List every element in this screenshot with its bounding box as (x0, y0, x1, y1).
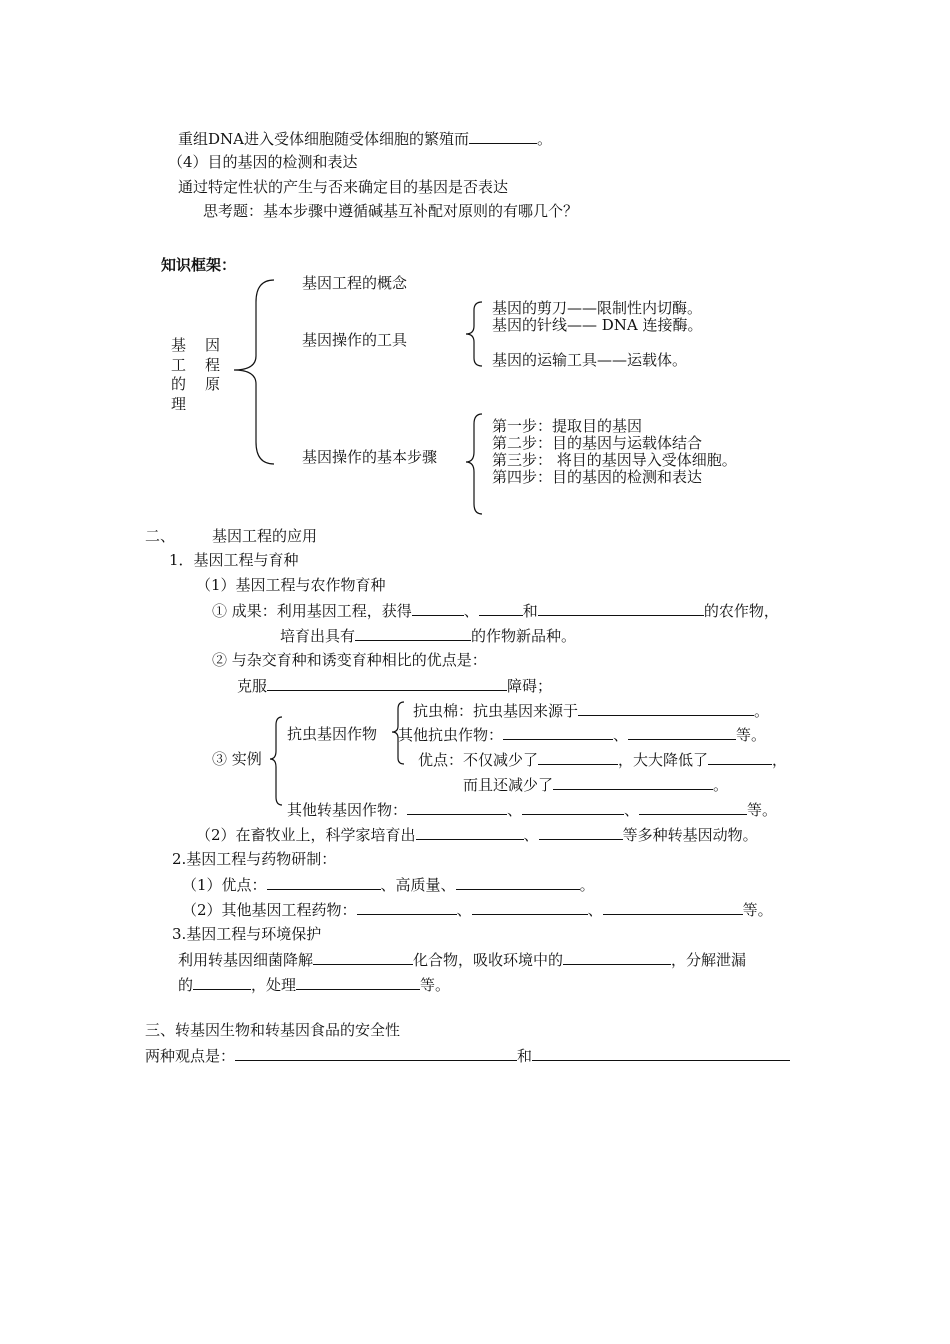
sub-heading: 3.基因工程与环境保护 (172, 925, 322, 943)
step-item: 第一步：提取目的基因 (492, 417, 643, 435)
other-insect-line: 其他抗虫作物： 、 等。 (398, 726, 767, 744)
insect-resistant-label: 抗虫基因作物 (287, 725, 378, 743)
root-char: 工 (171, 356, 187, 374)
blank[interactable] (539, 825, 623, 840)
advantage-question: ② 与杂交育种和诱变育种相比的优点是： (212, 651, 487, 669)
blank[interactable] (708, 750, 772, 765)
result-line-2: 培育出具有 的作物新品种。 (280, 627, 577, 645)
section3-title: 三、转基因生物和转基因食品的安全性 (145, 1021, 401, 1039)
thinking-question: 思考题：基本步骤中遵循碱基互补配对原则的有哪几个？ (203, 202, 579, 220)
environment-line-2: 的 ，处理 等。 (178, 976, 451, 994)
blank[interactable] (603, 900, 743, 915)
main-brace (228, 278, 278, 468)
root-char: 因 (205, 336, 221, 354)
step-item: 第二步：目的基因与运载体结合 (492, 434, 703, 452)
livestock-line: （2）在畜牧业上，科学家培育出 、 等多种转基因动物。 (196, 826, 758, 844)
blank[interactable] (628, 725, 736, 740)
tools-node: 基因操作的工具 (302, 331, 408, 349)
views-line: 两种观点是： 和 (145, 1046, 790, 1065)
top-line-1: 重组DNA进入受体细胞随受体细胞的繁殖而 。 (178, 130, 553, 148)
blank[interactable] (193, 975, 251, 990)
section2-number: 二、 (145, 527, 176, 545)
blank[interactable] (235, 1046, 517, 1061)
advantage-line-2: 而且还减少了 。 (463, 776, 729, 794)
blank[interactable] (503, 725, 613, 740)
blank[interactable] (479, 601, 523, 616)
blank[interactable] (407, 800, 507, 815)
blank[interactable] (469, 129, 537, 144)
steps-brace (462, 412, 492, 518)
blank[interactable] (313, 950, 413, 965)
sub-heading: （1）基因工程与农作物育种 (196, 576, 386, 594)
root-char: 程 (205, 356, 221, 374)
root-char: 理 (171, 395, 187, 413)
blank[interactable] (412, 601, 464, 616)
blank[interactable] (472, 900, 588, 915)
overcome-line: 克服 障碍； (237, 677, 553, 695)
blank[interactable] (639, 800, 747, 815)
blank[interactable] (578, 701, 754, 716)
blank[interactable] (456, 875, 580, 890)
advantage-line: 优点：不仅减少了 ，大大降低了 ， (418, 751, 788, 769)
environment-line: 利用转基因细菌降解 化合物，吸收环境中的 ，分解泄漏 (178, 951, 747, 969)
blank[interactable] (357, 900, 457, 915)
blank[interactable] (532, 1046, 790, 1061)
root-char: 基 (171, 336, 187, 354)
blank[interactable] (267, 875, 381, 890)
framework-heading: 知识框架： (161, 256, 237, 274)
blank[interactable] (538, 601, 704, 616)
blank[interactable] (522, 800, 624, 815)
result-line: ① 成果：利用基因工程，获得 、 和 的农作物， (212, 602, 779, 620)
steps-node: 基因操作的基本步骤 (302, 448, 438, 466)
blank[interactable] (267, 676, 507, 691)
section2-title: 基因工程的应用 (212, 527, 318, 545)
tool-item: 基因的针线—— DNA 连接酶。 (492, 316, 703, 334)
sub-heading: 2.基因工程与药物研制： (172, 850, 337, 868)
blank[interactable] (563, 950, 671, 965)
other-gm-line: 其他转基因作物： 、 、 等。 (287, 801, 778, 819)
other-drugs-line: （2）其他基因工程药物： 、 、 等。 (182, 901, 773, 919)
tool-item: 基因的剪刀——限制性内切酶。 (492, 299, 703, 317)
concept-node: 基因工程的概念 (302, 274, 408, 292)
examples-label: ③ 实例 (212, 750, 262, 768)
sub-heading: 1．基因工程与育种 (169, 551, 299, 569)
blank[interactable] (416, 825, 524, 840)
examples-brace (266, 715, 286, 809)
blank[interactable] (538, 750, 618, 765)
step-4-heading: （4）目的基因的检测和表达 (168, 153, 358, 171)
drug-advantage-line: （1）优点： 、高质量、 。 (182, 876, 595, 894)
root-char: 的 (171, 375, 187, 393)
step-item: 第三步： 将目的基因导入受体细胞。 (492, 451, 737, 469)
tools-brace (462, 300, 492, 370)
step-item: 第四步：目的基因的检测和表达 (492, 468, 703, 486)
blank[interactable] (296, 975, 420, 990)
step-4-text: 通过特定性状的产生与否来确定目的基因是否表达 (178, 178, 509, 196)
tool-item: 基因的运输工具——运载体。 (492, 351, 688, 369)
cotton-line: 抗虫棉：抗虫基因来源于 。 (413, 702, 770, 720)
blank[interactable] (553, 775, 713, 790)
blank[interactable] (355, 626, 471, 641)
root-char: 原 (205, 375, 221, 393)
